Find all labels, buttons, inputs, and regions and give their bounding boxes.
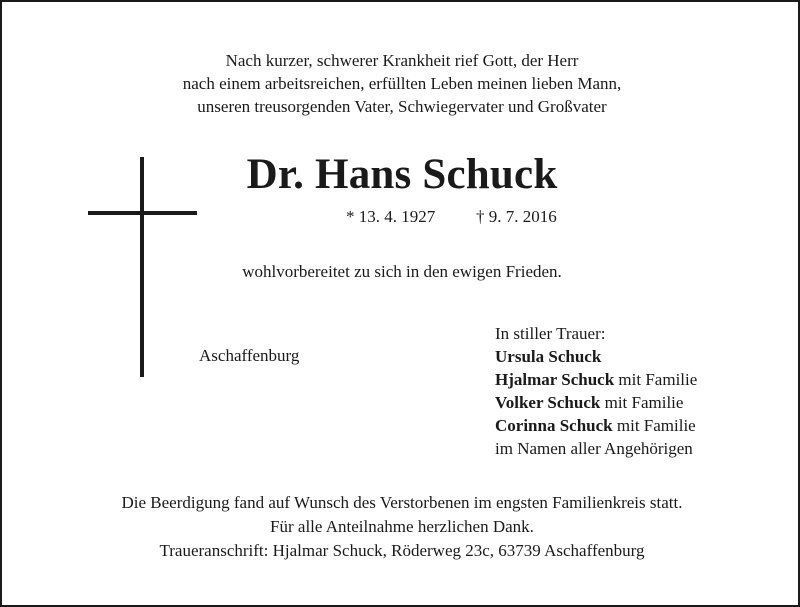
intro-line-2: nach einem arbeitsreichen, erfüllten Leben meinen lieben Mann, — [182, 74, 622, 93]
mourner-name: Ursula Schuck — [495, 347, 602, 366]
intro-line-1: Nach kurzer, schwerer Krankheit rief Gott, der Herr — [225, 51, 579, 70]
location: Aschaffenburg — [199, 346, 300, 365]
mourner-suffix: mit Familie — [614, 370, 698, 389]
death-date: † 9. 7. 2016 — [476, 207, 557, 226]
thanks-note: Für alle Anteilnahme herzlichen Dank. — [270, 517, 534, 536]
deceased-name: Dr. Hans Schuck — [246, 151, 558, 198]
birth-date: * 13. 4. 1927 — [346, 207, 436, 226]
mourner-item — [495, 414, 697, 437]
cross-horizontal-bar — [88, 211, 197, 215]
intro-line-3: unseren treusorgenden Vater, Schwiegervater und Großvater — [197, 97, 607, 116]
condolence-address: Traueranschrift: Hjalmar Schuck, Röderweg 23c, 63739 Aschaffenburg — [159, 541, 645, 560]
mourner-name: Corinna Schuck — [495, 416, 613, 435]
mourners-block — [495, 322, 697, 460]
mourners-heading: In stiller Trauer: — [495, 324, 606, 343]
cross-vertical-bar — [140, 157, 144, 377]
mourner-item — [495, 345, 697, 368]
peace-line: wohlvorbereitet zu sich in den ewigen Frieden. — [242, 262, 562, 281]
footer-text — [2, 491, 800, 563]
mourner-suffix: mit Familie — [600, 393, 684, 412]
mourner-item — [495, 368, 697, 391]
mourner-item — [495, 391, 697, 414]
intro-text — [2, 49, 800, 118]
mourner-name: Hjalmar Schuck — [495, 370, 615, 389]
mourner-name: Volker Schuck — [495, 393, 601, 412]
mourner-suffix: mit Familie — [612, 416, 696, 435]
mourners-closing: im Namen aller Angehörigen — [495, 439, 693, 458]
funeral-note: Die Beerdigung fand auf Wunsch des Verstorbenen im engsten Familienkreis statt. — [121, 493, 683, 512]
